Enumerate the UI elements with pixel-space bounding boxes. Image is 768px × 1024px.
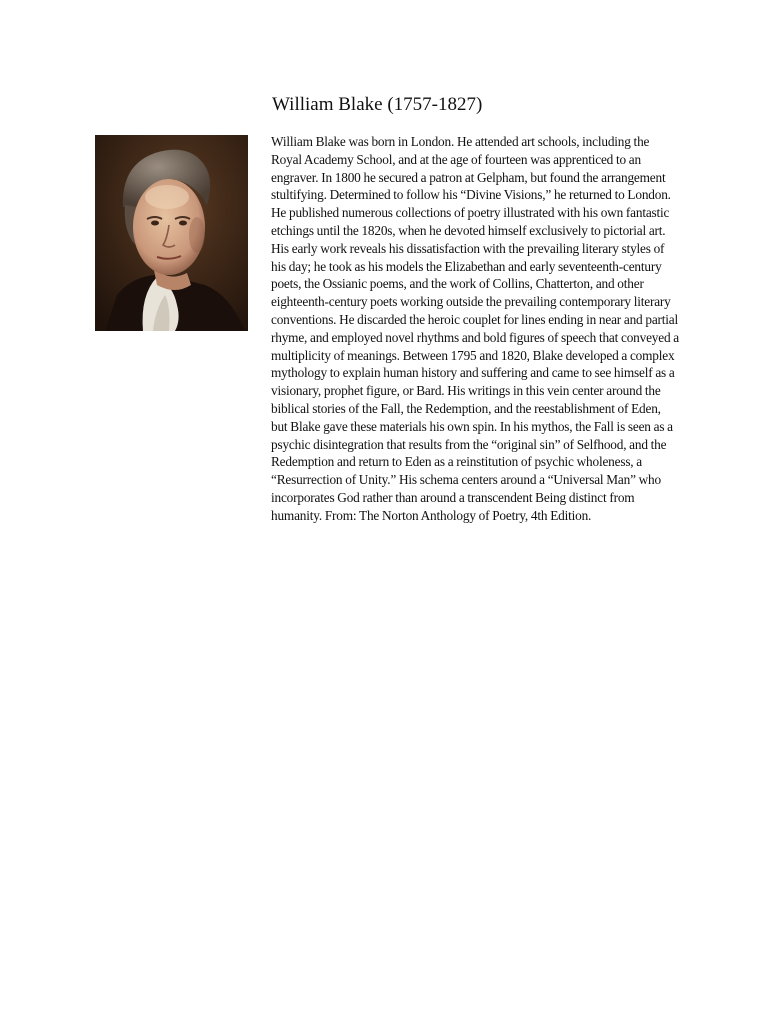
page-title: William Blake (1757-1827) bbox=[272, 94, 483, 115]
biography-text: William Blake was born in London. He attended art schools, including the Royal Academy School, and at the age of fourteen was apprenticed to an engraver. In 1800 he secured a patron at Gelpham, but found the arrangement stultifying. Determined to follow his “Divine Visions,” he returned to London. He published numerous collections of poetry illustrated with his own fantastic etchings until the 1820s, when he devoted himself exclusively to pictorial art. His early work reveals his dissatisfaction with the prevailing literary styles of his day; he took as his models the Elizabethan and early seventeenth-century poets, the Ossianic poems, and the work of Collins, Chatterton, and other eighteenth-century poets working outside the prevailing contemporary literary conventions. He discarded the heroic couplet for lines ending in near and partial rhyme, and employed novel rhythms and bold figures of speech that conveyed a multiplicity of meanings. Between 1795 and 1820, Blake developed a complex mythology to explain human history and suffering and came to see himself as a visionary, prophet figure, or Bard. His writings in this vein center around the biblical stories of the Fall, the Redemption, and the reestablishment of Eden, but Blake gave these materials his own spin. In his mythos, the Fall is seen as a psychic disintegration that results from the “original sin” of Selfhood, and the Redemption and return to Eden as a reinstitution of psychic wholeness, a “Resurrection of Unity.” His schema centers around a “Universal Man” who incorporates God rather than around a transcendent Being distinct from humanity. From: The Norton Anthology of Poetry, 4th Edition. bbox=[271, 135, 679, 524]
portrait-drawing bbox=[95, 135, 248, 331]
portrait-image bbox=[95, 135, 248, 331]
